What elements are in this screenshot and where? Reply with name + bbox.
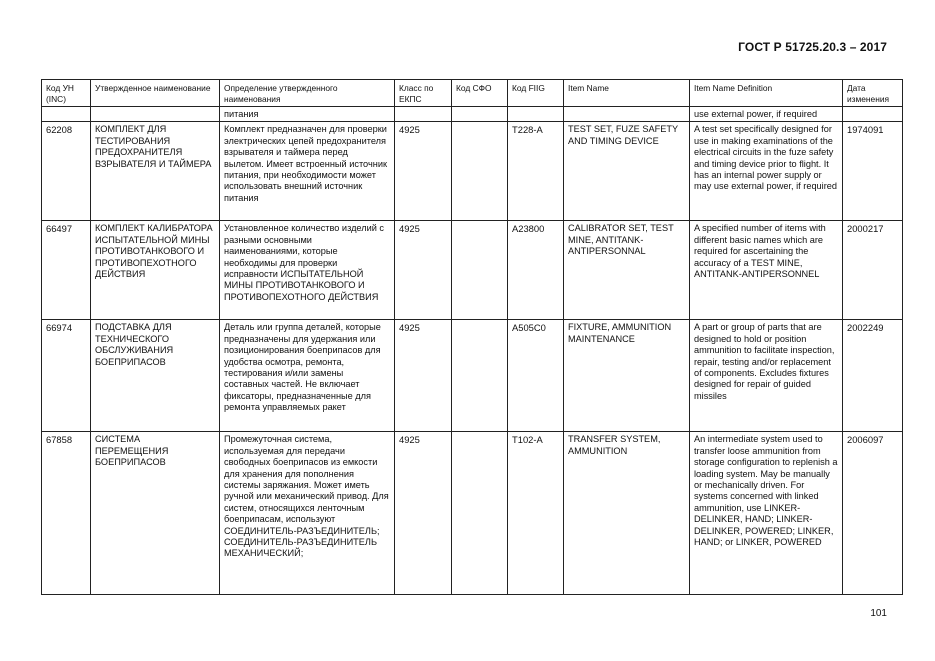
document-standard-title: ГОСТ Р 51725.20.3 – 2017 bbox=[738, 40, 887, 54]
table-row bbox=[42, 122, 903, 221]
cell-definition: Промежуточная система, используемая для передачи свободных боеприпасов из емкости для хранения для пополнения системы заряжания. Может иметь ручной или механический привод. Для систем, относящихся ленточным боеприпасам, используют СОЕДИНИТЕЛЬ-РАЗЪЕДИНИТЕЛЬ; СОЕДИНИТЕЛЬ-РАЗЪЕДИНИТЕЛЬ МЕХАНИЧЕСКИЙ; bbox=[220, 432, 395, 595]
cell-definition: Деталь или группа деталей, которые предназначены для удержания или позиционирования боеприпасов для удобства осмотра, ремонта, тестирования и/или замены составных частей. Не включает фиксаторы, предназначенные для ремонта управляемых ракет bbox=[220, 320, 395, 432]
cell-sfo bbox=[452, 432, 508, 595]
cell-date: 2002249 bbox=[843, 320, 903, 432]
cell-approved-name: ПОДСТАВКА ДЛЯ ТЕХНИЧЕСКОГО ОБСЛУЖИВАНИЯ БОЕПРИПАСОВ bbox=[91, 320, 220, 432]
header-class: Класс по ЕКПС bbox=[395, 80, 452, 107]
header-date: Дата изменения bbox=[843, 80, 903, 107]
cell-fiig: A505C0 bbox=[508, 320, 564, 432]
cell-sfo bbox=[452, 122, 508, 221]
header-approved-name: Утвержденное наименование bbox=[91, 80, 220, 107]
cell-item-name: TRANSFER SYSTEM, AMMUNITION bbox=[564, 432, 690, 595]
cell-item-name: FIXTURE, AMMUNITION MAINTENANCE bbox=[564, 320, 690, 432]
table-row bbox=[42, 432, 903, 595]
cell-date: 2000217 bbox=[843, 221, 903, 320]
header-item-definition: Item Name Definition bbox=[690, 80, 843, 107]
cell-class: 4925 bbox=[395, 432, 452, 595]
cell-item-definition: use external power, if required bbox=[690, 107, 843, 122]
table-row bbox=[42, 221, 903, 320]
header-item-name: Item Name bbox=[564, 80, 690, 107]
cell-inc: 67858 bbox=[42, 432, 91, 595]
header-definition: Определение утвержденного наименования bbox=[220, 80, 395, 107]
cell-class: 4925 bbox=[395, 221, 452, 320]
header-fiig: Код FIIG bbox=[508, 80, 564, 107]
cell-item-definition: A part or group of parts that are designed to hold or position ammunition to facilitate inspection, repair, testing and/or replacement of components. Excludes fixtures designed for repair of guided missiles bbox=[690, 320, 843, 432]
cell-item-definition: A test set specifically designed for use in making examinations of the electrical circuits in the fuze safety and timing device prior to flight. It has an internal power supply or may use external power, if required bbox=[690, 122, 843, 221]
cell-definition: Комплект предназначен для проверки электрических цепей предохранителя взрывателя и таймера перед вылетом. Имеет встроенный источник питания, при необходимости может использовать внешний источник питания bbox=[220, 122, 395, 221]
cell-date: 2006097 bbox=[843, 432, 903, 595]
cell-approved-name: СИСТЕМА ПЕРЕМЕЩЕНИЯ БОЕПРИПАСОВ bbox=[91, 432, 220, 595]
cell-item-definition: A specified number of items with different basic names which are required for ascertaining the accuracy of a TEST MINE, ANTITANK-ANTIPERSONNEL bbox=[690, 221, 843, 320]
header-sfo: Код СФО bbox=[452, 80, 508, 107]
nomenclature-table bbox=[41, 79, 903, 595]
cell-date: 1974091 bbox=[843, 122, 903, 221]
cell-class: 4925 bbox=[395, 122, 452, 221]
table-header-row bbox=[42, 80, 903, 107]
cell-item-name: CALIBRATOR SET, TEST MINE, ANTITANK-ANTIPERSONNAL bbox=[564, 221, 690, 320]
header-inc: Код УН (INC) bbox=[42, 80, 91, 107]
page-number: 101 bbox=[870, 608, 887, 619]
cell-item-name: TEST SET, FUZE SAFETY AND TIMING DEVICE bbox=[564, 122, 690, 221]
cell-sfo bbox=[452, 221, 508, 320]
cell-approved-name: КОМПЛЕКТ ДЛЯ ТЕСТИРОВАНИЯ ПРЕДОХРАНИТЕЛЯ ВЗРЫВАТЕЛЯ И ТАЙМЕРА bbox=[91, 122, 220, 221]
cell-fiig: T228-A bbox=[508, 122, 564, 221]
cell-sfo bbox=[452, 320, 508, 432]
cell-inc: 62208 bbox=[42, 122, 91, 221]
cell-inc: 66497 bbox=[42, 221, 91, 320]
cell-item-definition: An intermediate system used to transfer loose ammunition from storage configuration to replenish a loading system. May be manually or mechanically driven. For systems concerned with linked ammunition, use LINKER-DELINKER, HAND; LINKER-DELINKER, POWERED; LINKER, HAND; or LINKER, POWERED bbox=[690, 432, 843, 595]
cell-definition: питания bbox=[220, 107, 395, 122]
table-row-continuation bbox=[42, 107, 903, 122]
table-row bbox=[42, 320, 903, 432]
cell-approved-name: КОМПЛЕКТ КАЛИБРАТОРА ИСПЫТАТЕЛЬНОЙ МИНЫ ПРОТИВОТАНКОВОГО И ПРОТИВОПЕХОТНОГО ДЕЙСТВИЯ bbox=[91, 221, 220, 320]
cell-fiig: T102-A bbox=[508, 432, 564, 595]
cell-class: 4925 bbox=[395, 320, 452, 432]
cell-definition: Установленное количество изделий с разными основными наименованиями, которые необходимы для проверки исправности ИСПЫТАТЕЛЬНОЙ МИНЫ ПРОТИВОТАНКОВОГО И ПРОТИВОПЕХОТНОГО ДЕЙСТВИЯ bbox=[220, 221, 395, 320]
cell-fiig: A23800 bbox=[508, 221, 564, 320]
cell-inc: 66974 bbox=[42, 320, 91, 432]
